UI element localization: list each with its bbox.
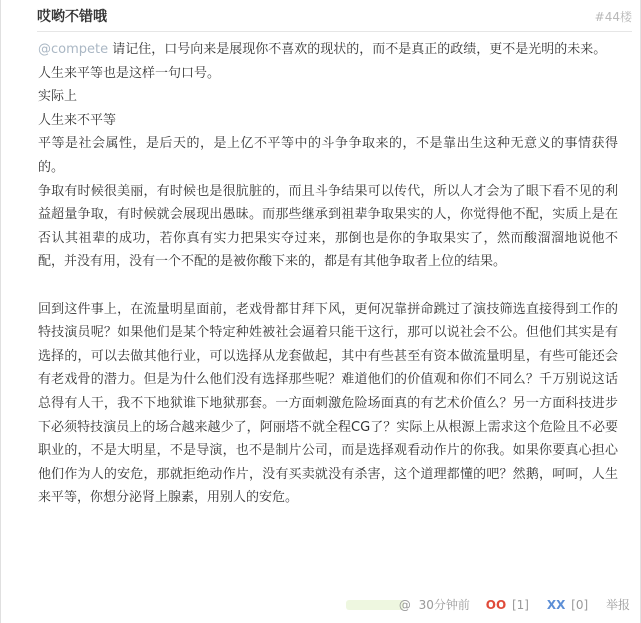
comment-footer xyxy=(1,592,630,618)
paragraph-5: 平等是社会属性，是后天的，是上亿不平等中的斗争争取来的，不是靠出生这种无意义的事情获得的。 xyxy=(38,136,618,175)
post-time: 30分钟前 xyxy=(418,598,470,612)
paragraph-1-text: 请记住，口号向来是展现你不喜欢的现状的，而不是真正的政绩，更不是光明的未来。 xyxy=(112,42,607,57)
dislike-button[interactable]: XX xyxy=(546,598,566,612)
footer-actions xyxy=(399,592,630,618)
at-icon: @ xyxy=(398,598,411,612)
comment-header xyxy=(37,6,632,28)
mention-link[interactable]: @compete xyxy=(38,42,109,57)
paragraph-4: 人生来不平等 xyxy=(38,112,117,128)
author-name[interactable]: 哎哟不错哦 xyxy=(37,9,107,25)
blurred-label xyxy=(346,600,404,610)
report-button[interactable]: 举报 xyxy=(605,598,630,612)
like-button[interactable]: OO xyxy=(485,598,507,612)
paragraph-7: 回到这件事上，在流量明星面前，老戏骨都甘拜下风，更何况靠拼命跳过了演技筛选直接得到工作的特技演员呢？如果他们是某个特定种姓被社会逼着只能干这行，那可以说社会不公。但他们其实是有选择的，可以去做其他行业，可以选择从龙套做起，其中有些甚至有资本做流量明星，有些可能还会有老戏骨的潜力。但是为什么他们没有选择那些呢？难道他们的价值观和你们不同么？千万别说这话总得有人干，我不下地狱谁下地狱那套。一方面刺激危险场面真的有艺术价值么？另一方面科技进步下必须特技演员上的场合越来越少了，阿丽塔不就全程CG了？实际上从根源上需求这个危险且不必要职业的，不是大明星，不是导演，也不是制片公司，而是选择观看动作片的你我。如果你要真心担心他们作为人的安危，那就拒绝动作片，没有买卖就没有杀害，这个道理都懂的吧？然鹅，呵呵，人生来平等，你想分泌肾上腺素，用别人的安危。 xyxy=(38,301,618,506)
dislike-count: [0] xyxy=(571,598,589,612)
floor-number: #44楼 xyxy=(594,10,632,24)
paragraph-1 xyxy=(38,38,618,62)
like-count: [1] xyxy=(511,598,529,612)
paragraph-gap xyxy=(38,274,618,298)
header-divider xyxy=(37,31,632,32)
paragraph-2: 人生来平等也是这样一句口号。 xyxy=(38,65,221,81)
paragraph-6: 争取有时候很美丽，有时候也是很肮脏的，而且斗争结果可以传代，所以人才会为了眼下看不见的利益超量争取，有时候就会展现出愚昧。而那些继承到祖辈争取果实的人，你觉得他不配，实质上是在否认其祖辈的成功，若你真有实力把果实夺过来，那倒也是你的争取果实了，然而酸溜溜地说他不配，并没有用，没有一个不配的是被你酸下来的，都是有其他争取者上位的结果。 xyxy=(38,183,618,270)
paragraph-3: 实际上 xyxy=(38,89,78,105)
comment-body xyxy=(38,38,618,510)
